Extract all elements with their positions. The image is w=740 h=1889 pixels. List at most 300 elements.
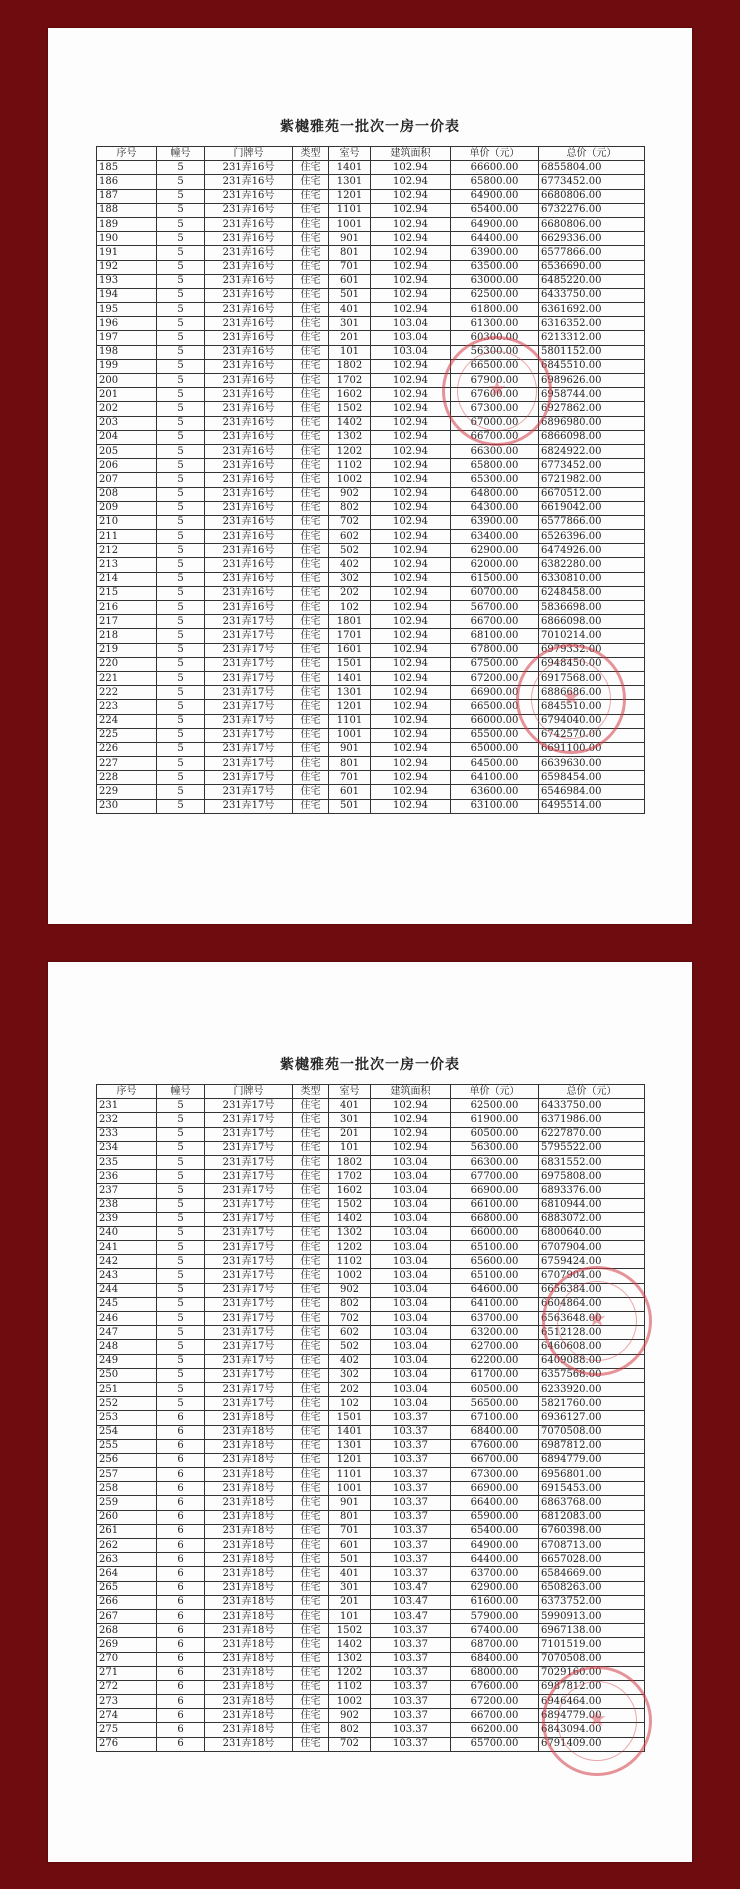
cell-door: 231弄17号 [205, 629, 293, 643]
cell-bld: 6 [157, 1553, 205, 1567]
table-row [97, 303, 645, 317]
cell-area: 102.94 [371, 288, 451, 302]
cell-bld: 5 [157, 388, 205, 402]
cell-total: 6989626.00 [539, 374, 645, 388]
cell-door: 231弄17号 [205, 1141, 293, 1155]
cell-bld: 5 [157, 1127, 205, 1141]
cell-door: 231弄17号 [205, 1212, 293, 1226]
table-row [97, 1255, 645, 1269]
cell-type: 住宅 [293, 643, 329, 657]
cell-total: 6546984.00 [539, 785, 645, 799]
cell-room: 1402 [329, 1212, 371, 1226]
cell-area: 102.94 [371, 374, 451, 388]
cell-bld: 5 [157, 232, 205, 246]
table-row [97, 232, 645, 246]
cell-seq: 192 [97, 260, 157, 274]
cell-seq: 194 [97, 288, 157, 302]
cell-door: 231弄16号 [205, 515, 293, 529]
cell-bld: 5 [157, 1269, 205, 1283]
cell-bld: 5 [157, 303, 205, 317]
table-row [97, 161, 645, 175]
table-row [97, 1453, 645, 1467]
cell-area: 102.94 [371, 714, 451, 728]
cell-type: 住宅 [293, 1709, 329, 1723]
cell-total: 6707904.00 [539, 1269, 645, 1283]
cell-bld: 5 [157, 1141, 205, 1155]
cell-door: 231弄18号 [205, 1709, 293, 1723]
cell-room: 1201 [329, 189, 371, 203]
cell-door: 231弄18号 [205, 1695, 293, 1709]
cell-type: 住宅 [293, 1099, 329, 1113]
cell-bld: 6 [157, 1695, 205, 1709]
cell-room: 402 [329, 1354, 371, 1368]
cell-room: 1801 [329, 615, 371, 629]
column-header-seq: 序号 [97, 1085, 157, 1099]
cell-type: 住宅 [293, 1553, 329, 1567]
table-row [97, 757, 645, 771]
cell-type: 住宅 [293, 1155, 329, 1169]
cell-total: 5836698.00 [539, 601, 645, 615]
cell-bld: 5 [157, 288, 205, 302]
cell-type: 住宅 [293, 1695, 329, 1709]
cell-seq: 242 [97, 1255, 157, 1269]
cell-bld: 5 [157, 714, 205, 728]
cell-bld: 5 [157, 1397, 205, 1411]
table-row [97, 1723, 645, 1737]
table-row [97, 1468, 645, 1482]
cell-bld: 5 [157, 1241, 205, 1255]
cell-seq: 262 [97, 1539, 157, 1553]
table-row [97, 288, 645, 302]
cell-area: 103.04 [371, 1354, 451, 1368]
cell-total: 6604864.00 [539, 1297, 645, 1311]
cell-seq: 232 [97, 1113, 157, 1127]
cell-total: 6656384.00 [539, 1283, 645, 1297]
cell-seq: 207 [97, 473, 157, 487]
cell-area: 103.04 [371, 317, 451, 331]
cell-type: 住宅 [293, 388, 329, 402]
cell-door: 231弄17号 [205, 671, 293, 685]
cell-area: 103.37 [371, 1737, 451, 1751]
cell-area: 102.94 [371, 232, 451, 246]
cell-seq: 185 [97, 161, 157, 175]
cell-area: 102.94 [371, 444, 451, 458]
cell-bld: 6 [157, 1496, 205, 1510]
cell-unit: 62700.00 [451, 1340, 539, 1354]
cell-seq: 250 [97, 1368, 157, 1382]
table-row [97, 1212, 645, 1226]
table-row [97, 1382, 645, 1396]
cell-room: 1301 [329, 175, 371, 189]
cell-seq: 236 [97, 1170, 157, 1184]
cell-unit: 60500.00 [451, 1127, 539, 1141]
cell-door: 231弄18号 [205, 1666, 293, 1680]
cell-type: 住宅 [293, 572, 329, 586]
cell-total: 6845510.00 [539, 700, 645, 714]
cell-door: 231弄17号 [205, 615, 293, 629]
table-row [97, 459, 645, 473]
cell-door: 231弄16号 [205, 232, 293, 246]
cell-unit: 66200.00 [451, 1723, 539, 1737]
cell-seq: 208 [97, 487, 157, 501]
table-row [97, 629, 645, 643]
cell-bld: 5 [157, 1170, 205, 1184]
table-row [97, 217, 645, 231]
cell-seq: 226 [97, 742, 157, 756]
cell-seq: 231 [97, 1099, 157, 1113]
cell-bld: 6 [157, 1709, 205, 1723]
cell-total: 6863768.00 [539, 1496, 645, 1510]
cell-door: 231弄16号 [205, 459, 293, 473]
cell-seq: 259 [97, 1496, 157, 1510]
cell-area: 103.47 [371, 1595, 451, 1609]
cell-area: 102.94 [371, 175, 451, 189]
cell-area: 102.94 [371, 544, 451, 558]
cell-seq: 252 [97, 1397, 157, 1411]
cell-total: 6894779.00 [539, 1453, 645, 1467]
table-row [97, 388, 645, 402]
table-row [97, 1226, 645, 1240]
cell-type: 住宅 [293, 671, 329, 685]
cell-area: 102.94 [371, 217, 451, 231]
cell-seq: 209 [97, 501, 157, 515]
cell-room: 601 [329, 274, 371, 288]
cell-room: 1702 [329, 1170, 371, 1184]
cell-unit: 60500.00 [451, 1382, 539, 1396]
cell-bld: 5 [157, 217, 205, 231]
cell-door: 231弄17号 [205, 1326, 293, 1340]
cell-unit: 67600.00 [451, 388, 539, 402]
cell-bld: 6 [157, 1539, 205, 1553]
cell-bld: 5 [157, 161, 205, 175]
cell-seq: 221 [97, 671, 157, 685]
cell-type: 住宅 [293, 1141, 329, 1155]
cell-unit: 65000.00 [451, 742, 539, 756]
cell-unit: 66900.00 [451, 1482, 539, 1496]
cell-type: 住宅 [293, 189, 329, 203]
cell-area: 103.37 [371, 1453, 451, 1467]
cell-door: 231弄17号 [205, 1283, 293, 1297]
cell-area: 103.37 [371, 1425, 451, 1439]
cell-total: 6508263.00 [539, 1581, 645, 1595]
cell-unit: 67700.00 [451, 1170, 539, 1184]
column-header-type: 类型 [293, 147, 329, 161]
cell-seq: 235 [97, 1155, 157, 1169]
cell-room: 1602 [329, 388, 371, 402]
cell-area: 102.94 [371, 430, 451, 444]
cell-area: 103.04 [371, 1297, 451, 1311]
cell-room: 501 [329, 288, 371, 302]
cell-unit: 66500.00 [451, 700, 539, 714]
cell-room: 902 [329, 487, 371, 501]
cell-unit: 63500.00 [451, 260, 539, 274]
cell-type: 住宅 [293, 416, 329, 430]
cell-unit: 62900.00 [451, 544, 539, 558]
cell-door: 231弄16号 [205, 303, 293, 317]
cell-area: 102.94 [371, 1099, 451, 1113]
cell-bld: 5 [157, 1326, 205, 1340]
cell-door: 231弄17号 [205, 1184, 293, 1198]
cell-room: 302 [329, 572, 371, 586]
cell-area: 103.37 [371, 1524, 451, 1538]
table-row [97, 1609, 645, 1623]
cell-area: 103.04 [371, 1312, 451, 1326]
table-row [97, 1411, 645, 1425]
cell-unit: 68700.00 [451, 1638, 539, 1652]
cell-type: 住宅 [293, 402, 329, 416]
table-row [97, 1680, 645, 1694]
table-row [97, 1297, 645, 1311]
cell-door: 231弄17号 [205, 1099, 293, 1113]
cell-area: 103.04 [371, 1212, 451, 1226]
cell-type: 住宅 [293, 1127, 329, 1141]
cell-area: 103.37 [371, 1638, 451, 1652]
cell-unit: 64900.00 [451, 189, 539, 203]
cell-area: 102.94 [371, 643, 451, 657]
cell-unit: 66300.00 [451, 1155, 539, 1169]
cell-unit: 67800.00 [451, 643, 539, 657]
cell-type: 住宅 [293, 544, 329, 558]
cell-room: 501 [329, 1553, 371, 1567]
cell-type: 住宅 [293, 1539, 329, 1553]
cell-door: 231弄17号 [205, 1397, 293, 1411]
cell-seq: 260 [97, 1510, 157, 1524]
cell-area: 102.94 [371, 629, 451, 643]
cell-total: 6896980.00 [539, 416, 645, 430]
cell-room: 601 [329, 785, 371, 799]
cell-unit: 64600.00 [451, 1283, 539, 1297]
cell-type: 住宅 [293, 1468, 329, 1482]
cell-door: 231弄17号 [205, 686, 293, 700]
cell-type: 住宅 [293, 615, 329, 629]
cell-bld: 5 [157, 1354, 205, 1368]
cell-seq: 206 [97, 459, 157, 473]
cell-area: 103.37 [371, 1709, 451, 1723]
table-row [97, 1567, 645, 1581]
table-row [97, 444, 645, 458]
cell-door: 231弄17号 [205, 757, 293, 771]
cell-bld: 5 [157, 572, 205, 586]
cell-bld: 5 [157, 1113, 205, 1127]
cell-total: 6927862.00 [539, 402, 645, 416]
cell-unit: 64100.00 [451, 771, 539, 785]
cell-total: 6316352.00 [539, 317, 645, 331]
cell-type: 住宅 [293, 586, 329, 600]
cell-bld: 5 [157, 444, 205, 458]
cell-room: 1001 [329, 1482, 371, 1496]
cell-seq: 267 [97, 1609, 157, 1623]
cell-room: 801 [329, 1510, 371, 1524]
table-row [97, 487, 645, 501]
cell-area: 102.94 [371, 473, 451, 487]
table-row [97, 1397, 645, 1411]
cell-seq: 188 [97, 203, 157, 217]
cell-door: 231弄17号 [205, 1340, 293, 1354]
cell-total: 6760398.00 [539, 1524, 645, 1538]
table-header-row [97, 1085, 645, 1099]
cell-door: 231弄18号 [205, 1553, 293, 1567]
cell-room: 1401 [329, 161, 371, 175]
cell-seq: 202 [97, 402, 157, 416]
cell-area: 103.04 [371, 1382, 451, 1396]
cell-door: 231弄18号 [205, 1539, 293, 1553]
cell-area: 103.37 [371, 1496, 451, 1510]
cell-bld: 5 [157, 260, 205, 274]
cell-type: 住宅 [293, 317, 329, 331]
cell-type: 住宅 [293, 686, 329, 700]
cell-type: 住宅 [293, 175, 329, 189]
cell-bld: 5 [157, 558, 205, 572]
cell-area: 103.37 [371, 1695, 451, 1709]
cell-seq: 238 [97, 1198, 157, 1212]
cell-unit: 66700.00 [451, 1709, 539, 1723]
cell-bld: 5 [157, 1212, 205, 1226]
cell-bld: 5 [157, 1099, 205, 1113]
cell-total: 6843094.00 [539, 1723, 645, 1737]
column-header-bld: 幢号 [157, 147, 205, 161]
cell-unit: 66900.00 [451, 686, 539, 700]
cell-bld: 5 [157, 416, 205, 430]
column-header-room: 室号 [329, 147, 371, 161]
cell-room: 801 [329, 757, 371, 771]
table-row [97, 1241, 645, 1255]
cell-type: 住宅 [293, 785, 329, 799]
cell-total: 6670512.00 [539, 487, 645, 501]
cell-bld: 5 [157, 430, 205, 444]
table-row [97, 771, 645, 785]
cell-seq: 187 [97, 189, 157, 203]
cell-door: 231弄17号 [205, 1368, 293, 1382]
cell-total: 5990913.00 [539, 1609, 645, 1623]
document-page-1 [48, 28, 692, 924]
cell-area: 102.94 [371, 558, 451, 572]
cell-area: 102.94 [371, 274, 451, 288]
cell-door: 231弄18号 [205, 1595, 293, 1609]
cell-room: 301 [329, 1113, 371, 1127]
cell-bld: 5 [157, 771, 205, 785]
cell-total: 6948450.00 [539, 657, 645, 671]
cell-bld: 6 [157, 1595, 205, 1609]
cell-bld: 5 [157, 374, 205, 388]
cell-type: 住宅 [293, 260, 329, 274]
table-row [97, 785, 645, 799]
table-row [97, 1709, 645, 1723]
cell-total: 6936127.00 [539, 1411, 645, 1425]
cell-bld: 5 [157, 785, 205, 799]
table-row [97, 1439, 645, 1453]
cell-room: 301 [329, 1581, 371, 1595]
cell-bld: 5 [157, 487, 205, 501]
cell-room: 1202 [329, 444, 371, 458]
cell-unit: 63000.00 [451, 274, 539, 288]
cell-seq: 220 [97, 657, 157, 671]
cell-unit: 56300.00 [451, 1141, 539, 1155]
table-row [97, 1198, 645, 1212]
cell-seq: 273 [97, 1695, 157, 1709]
cell-door: 231弄16号 [205, 586, 293, 600]
cell-seq: 272 [97, 1680, 157, 1694]
cell-door: 231弄17号 [205, 643, 293, 657]
cell-area: 102.94 [371, 161, 451, 175]
table-row [97, 515, 645, 529]
table-row [97, 530, 645, 544]
cell-bld: 5 [157, 1198, 205, 1212]
cell-area: 103.04 [371, 1340, 451, 1354]
cell-door: 231弄17号 [205, 742, 293, 756]
cell-area: 102.94 [371, 700, 451, 714]
cell-unit: 63700.00 [451, 1312, 539, 1326]
table-header-row [97, 147, 645, 161]
cell-type: 住宅 [293, 1255, 329, 1269]
cell-bld: 5 [157, 643, 205, 657]
table-row [97, 601, 645, 615]
cell-door: 231弄16号 [205, 487, 293, 501]
table-row [97, 473, 645, 487]
cell-unit: 67300.00 [451, 402, 539, 416]
cell-area: 103.04 [371, 345, 451, 359]
cell-area: 102.94 [371, 189, 451, 203]
table-row [97, 175, 645, 189]
cell-seq: 275 [97, 1723, 157, 1737]
cell-seq: 256 [97, 1453, 157, 1467]
cell-door: 231弄17号 [205, 1269, 293, 1283]
document-title: 紫樾雅苑一批次一房一价表 [280, 1057, 460, 1073]
cell-total: 6474926.00 [539, 544, 645, 558]
table-row [97, 274, 645, 288]
cell-total: 6987812.00 [539, 1680, 645, 1694]
cell-seq: 239 [97, 1212, 157, 1226]
cell-area: 102.94 [371, 771, 451, 785]
cell-room: 902 [329, 1709, 371, 1723]
cell-total: 5821760.00 [539, 1397, 645, 1411]
cell-seq: 213 [97, 558, 157, 572]
cell-room: 502 [329, 544, 371, 558]
cell-bld: 5 [157, 274, 205, 288]
cell-bld: 5 [157, 501, 205, 515]
cell-seq: 240 [97, 1226, 157, 1240]
cell-type: 住宅 [293, 1113, 329, 1127]
cell-area: 102.94 [371, 260, 451, 274]
cell-seq: 255 [97, 1439, 157, 1453]
cell-area: 102.94 [371, 203, 451, 217]
cell-room: 602 [329, 530, 371, 544]
cell-area: 103.04 [371, 1184, 451, 1198]
cell-total: 5801152.00 [539, 345, 645, 359]
cell-total: 6855804.00 [539, 161, 645, 175]
cell-bld: 6 [157, 1482, 205, 1496]
cell-unit: 65400.00 [451, 203, 539, 217]
cell-total: 6233920.00 [539, 1382, 645, 1396]
cell-unit: 65400.00 [451, 1524, 539, 1538]
cell-seq: 201 [97, 388, 157, 402]
cell-room: 1102 [329, 1680, 371, 1694]
cell-unit: 67400.00 [451, 1624, 539, 1638]
cell-total: 6967138.00 [539, 1624, 645, 1638]
cell-bld: 5 [157, 1184, 205, 1198]
column-header-area: 建筑面积 [371, 147, 451, 161]
cell-door: 231弄16号 [205, 402, 293, 416]
cell-door: 231弄18号 [205, 1567, 293, 1581]
cell-area: 103.04 [371, 1170, 451, 1184]
cell-total: 6831552.00 [539, 1155, 645, 1169]
cell-room: 701 [329, 260, 371, 274]
cell-seq: 257 [97, 1468, 157, 1482]
column-header-area: 建筑面积 [371, 1085, 451, 1099]
cell-type: 住宅 [293, 1624, 329, 1638]
cell-room: 701 [329, 771, 371, 785]
cell-room: 1701 [329, 629, 371, 643]
cell-type: 住宅 [293, 1496, 329, 1510]
